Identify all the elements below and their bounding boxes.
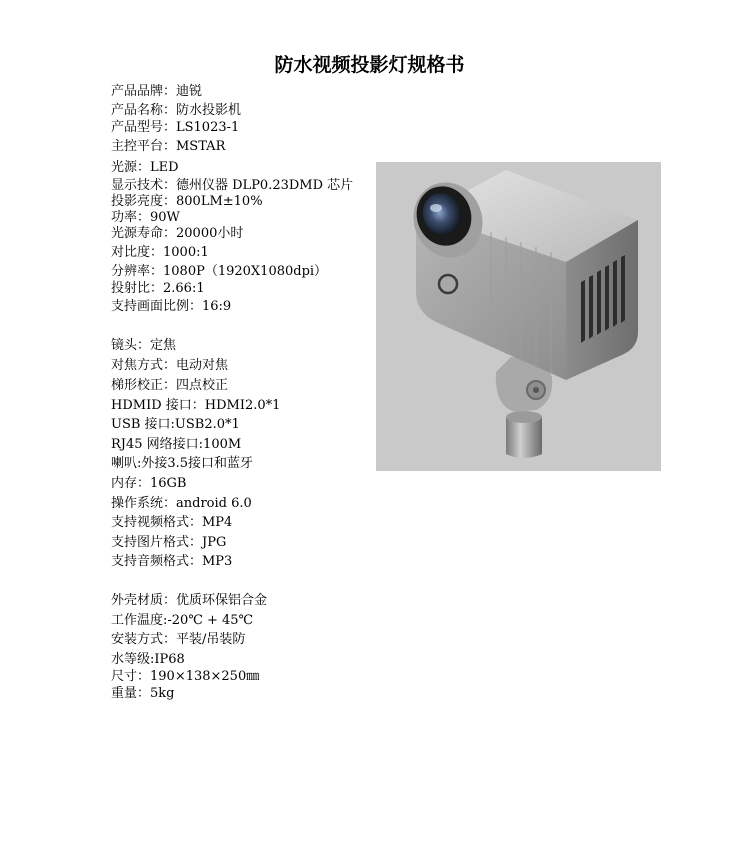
spec-os: 操作系统：android 6.0	[111, 496, 252, 511]
document-title: 防水视频投影灯规格书	[274, 54, 465, 76]
spec-temperature: 工作温度:-20℃ + 45℃	[111, 613, 254, 628]
spec-model: 产品型号：LS1023-1	[111, 120, 240, 135]
spec-brand: 产品品牌：迪锐	[111, 84, 203, 99]
spec-weight: 重量：5kg	[111, 686, 175, 701]
spec-light-source: 光源：LED	[111, 160, 179, 175]
projector-illustration	[376, 162, 661, 471]
spec-dimensions: 尺寸：190×138×250㎜	[111, 669, 260, 684]
spec-throw-ratio: 投射比：2.66:1	[111, 281, 205, 296]
spec-waterproof: 水等级:IP68	[111, 652, 185, 667]
spec-focus: 对焦方式：电动对焦	[111, 358, 229, 373]
spec-speaker: 喇叭:外接3.5接口和蓝牙	[111, 456, 254, 471]
spec-lens: 镜头：定焦	[111, 338, 177, 353]
spec-display-tech: 显示技术：德州仪器 DLP0.23DMD 芯片	[111, 178, 354, 193]
spec-rj45: RJ45 网络接口:100M	[111, 437, 242, 452]
spec-memory: 内存：16GB	[111, 476, 187, 491]
spec-video-format: 支持视频格式：MP4	[111, 515, 233, 530]
spec-housing: 外壳材质：优质环保铝合金	[111, 593, 268, 608]
product-photo	[376, 162, 661, 471]
spec-installation: 安装方式：平装/吊装防	[111, 632, 246, 647]
spec-hdmi: HDMID 接口：HDMI2.0*1	[111, 398, 281, 413]
spec-audio-format: 支持音频格式：MP3	[111, 554, 233, 569]
spec-power: 功率：90W	[111, 210, 180, 225]
spec-resolution: 分辨率：1080P（1920X1080dpi）	[111, 264, 328, 279]
spec-contrast: 对比度：1000:1	[111, 245, 209, 260]
spec-product-name: 产品名称：防水投影机	[111, 103, 242, 118]
spec-keystone: 梯形校正：四点校正	[111, 378, 229, 393]
spec-aspect-ratio: 支持画面比例：16:9	[111, 299, 232, 314]
spec-usb: USB 接口:USB2.0*1	[111, 417, 240, 432]
mount-pole	[506, 417, 542, 458]
spec-platform: 主控平台：MSTAR	[111, 139, 226, 154]
spec-brightness: 投影亮度：800LM±10%	[111, 194, 263, 209]
spec-image-format: 支持图片格式：JPG	[111, 535, 227, 550]
spec-lamp-life: 光源寿命：20000小时	[111, 226, 244, 241]
